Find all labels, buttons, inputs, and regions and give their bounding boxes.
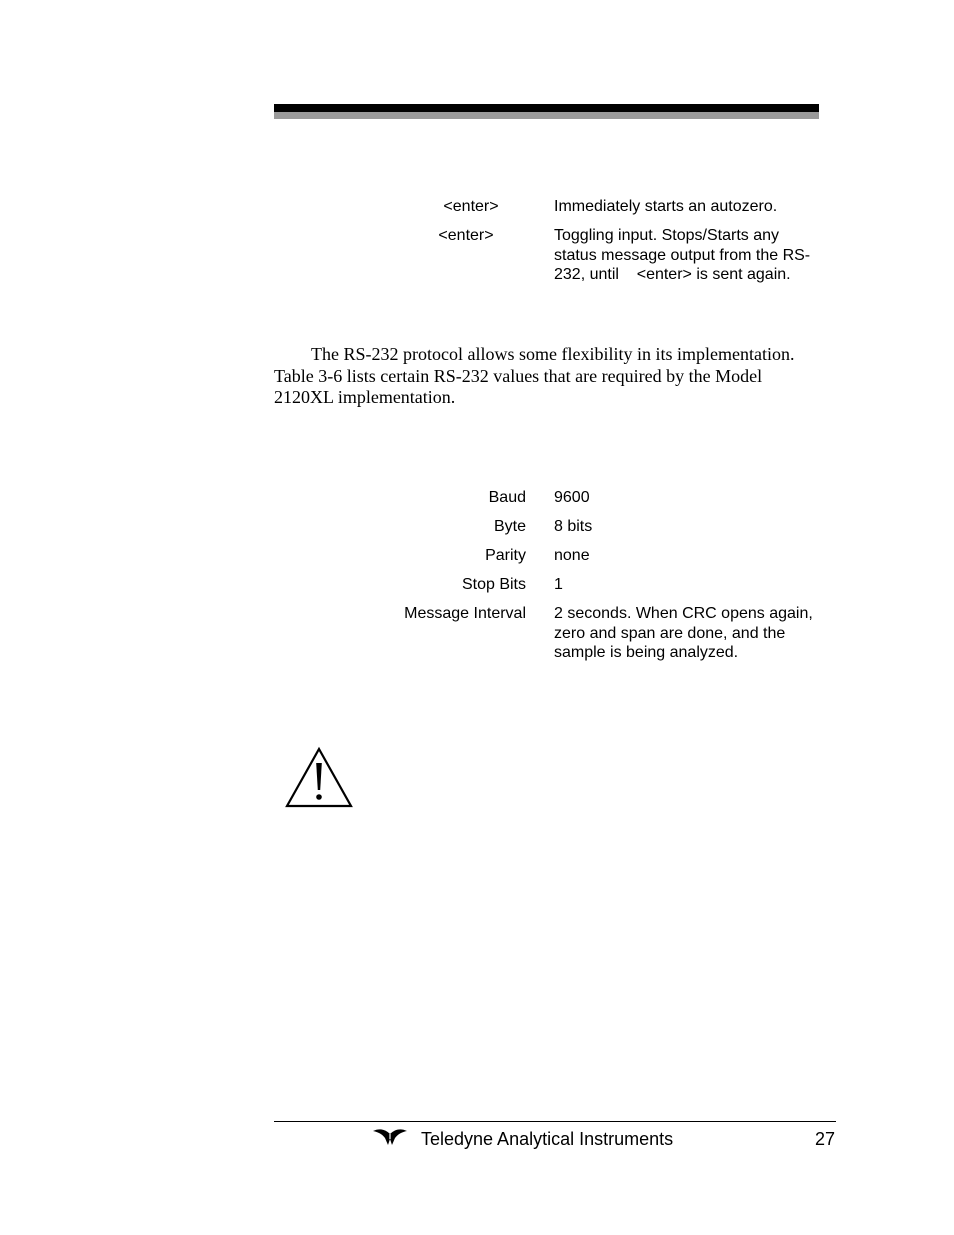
param-value-byte: 8 bits — [554, 518, 593, 535]
param-label-message-interval: Message Interval — [404, 605, 526, 622]
body-paragraph — [274, 344, 822, 409]
paragraph-text: The RS-232 protocol allows some flexibility in its implementation. Table 3-6 lists certain RS-232 values that are required by the Model 2120XL implementation. — [274, 344, 795, 407]
param-value-stop-bits: 1 — [554, 576, 563, 593]
page-number: 27 — [814, 1129, 835, 1149]
teledyne-logo-icon — [372, 1127, 408, 1147]
param-label-stop-bits: Stop Bits — [461, 576, 526, 593]
header-rule-grey — [274, 112, 819, 119]
command-key: <enter> — [443, 198, 499, 215]
command-description: Toggling input. Stops/Starts any status message output from the RS-232, until <enter> is sent again. — [554, 227, 811, 283]
param-label-byte: Byte — [493, 518, 526, 535]
param-value-message-interval: 2 seconds. When CRC opens again, zero and span are done, and the sample is being analyzed. — [554, 605, 813, 661]
warning-triangle-icon — [284, 746, 354, 808]
command-description: Immediately starts an autozero. — [554, 198, 778, 215]
param-label-parity: Parity — [485, 547, 526, 564]
footer-rule — [274, 1121, 836, 1122]
param-value-baud: 9600 — [554, 489, 590, 506]
header-rule-black — [274, 104, 819, 112]
param-label-baud: Baud — [488, 489, 526, 506]
param-value-parity: none — [554, 547, 590, 564]
footer-company-name: Teledyne Analytical Instruments — [421, 1129, 674, 1149]
command-key: <enter> — [438, 227, 494, 244]
